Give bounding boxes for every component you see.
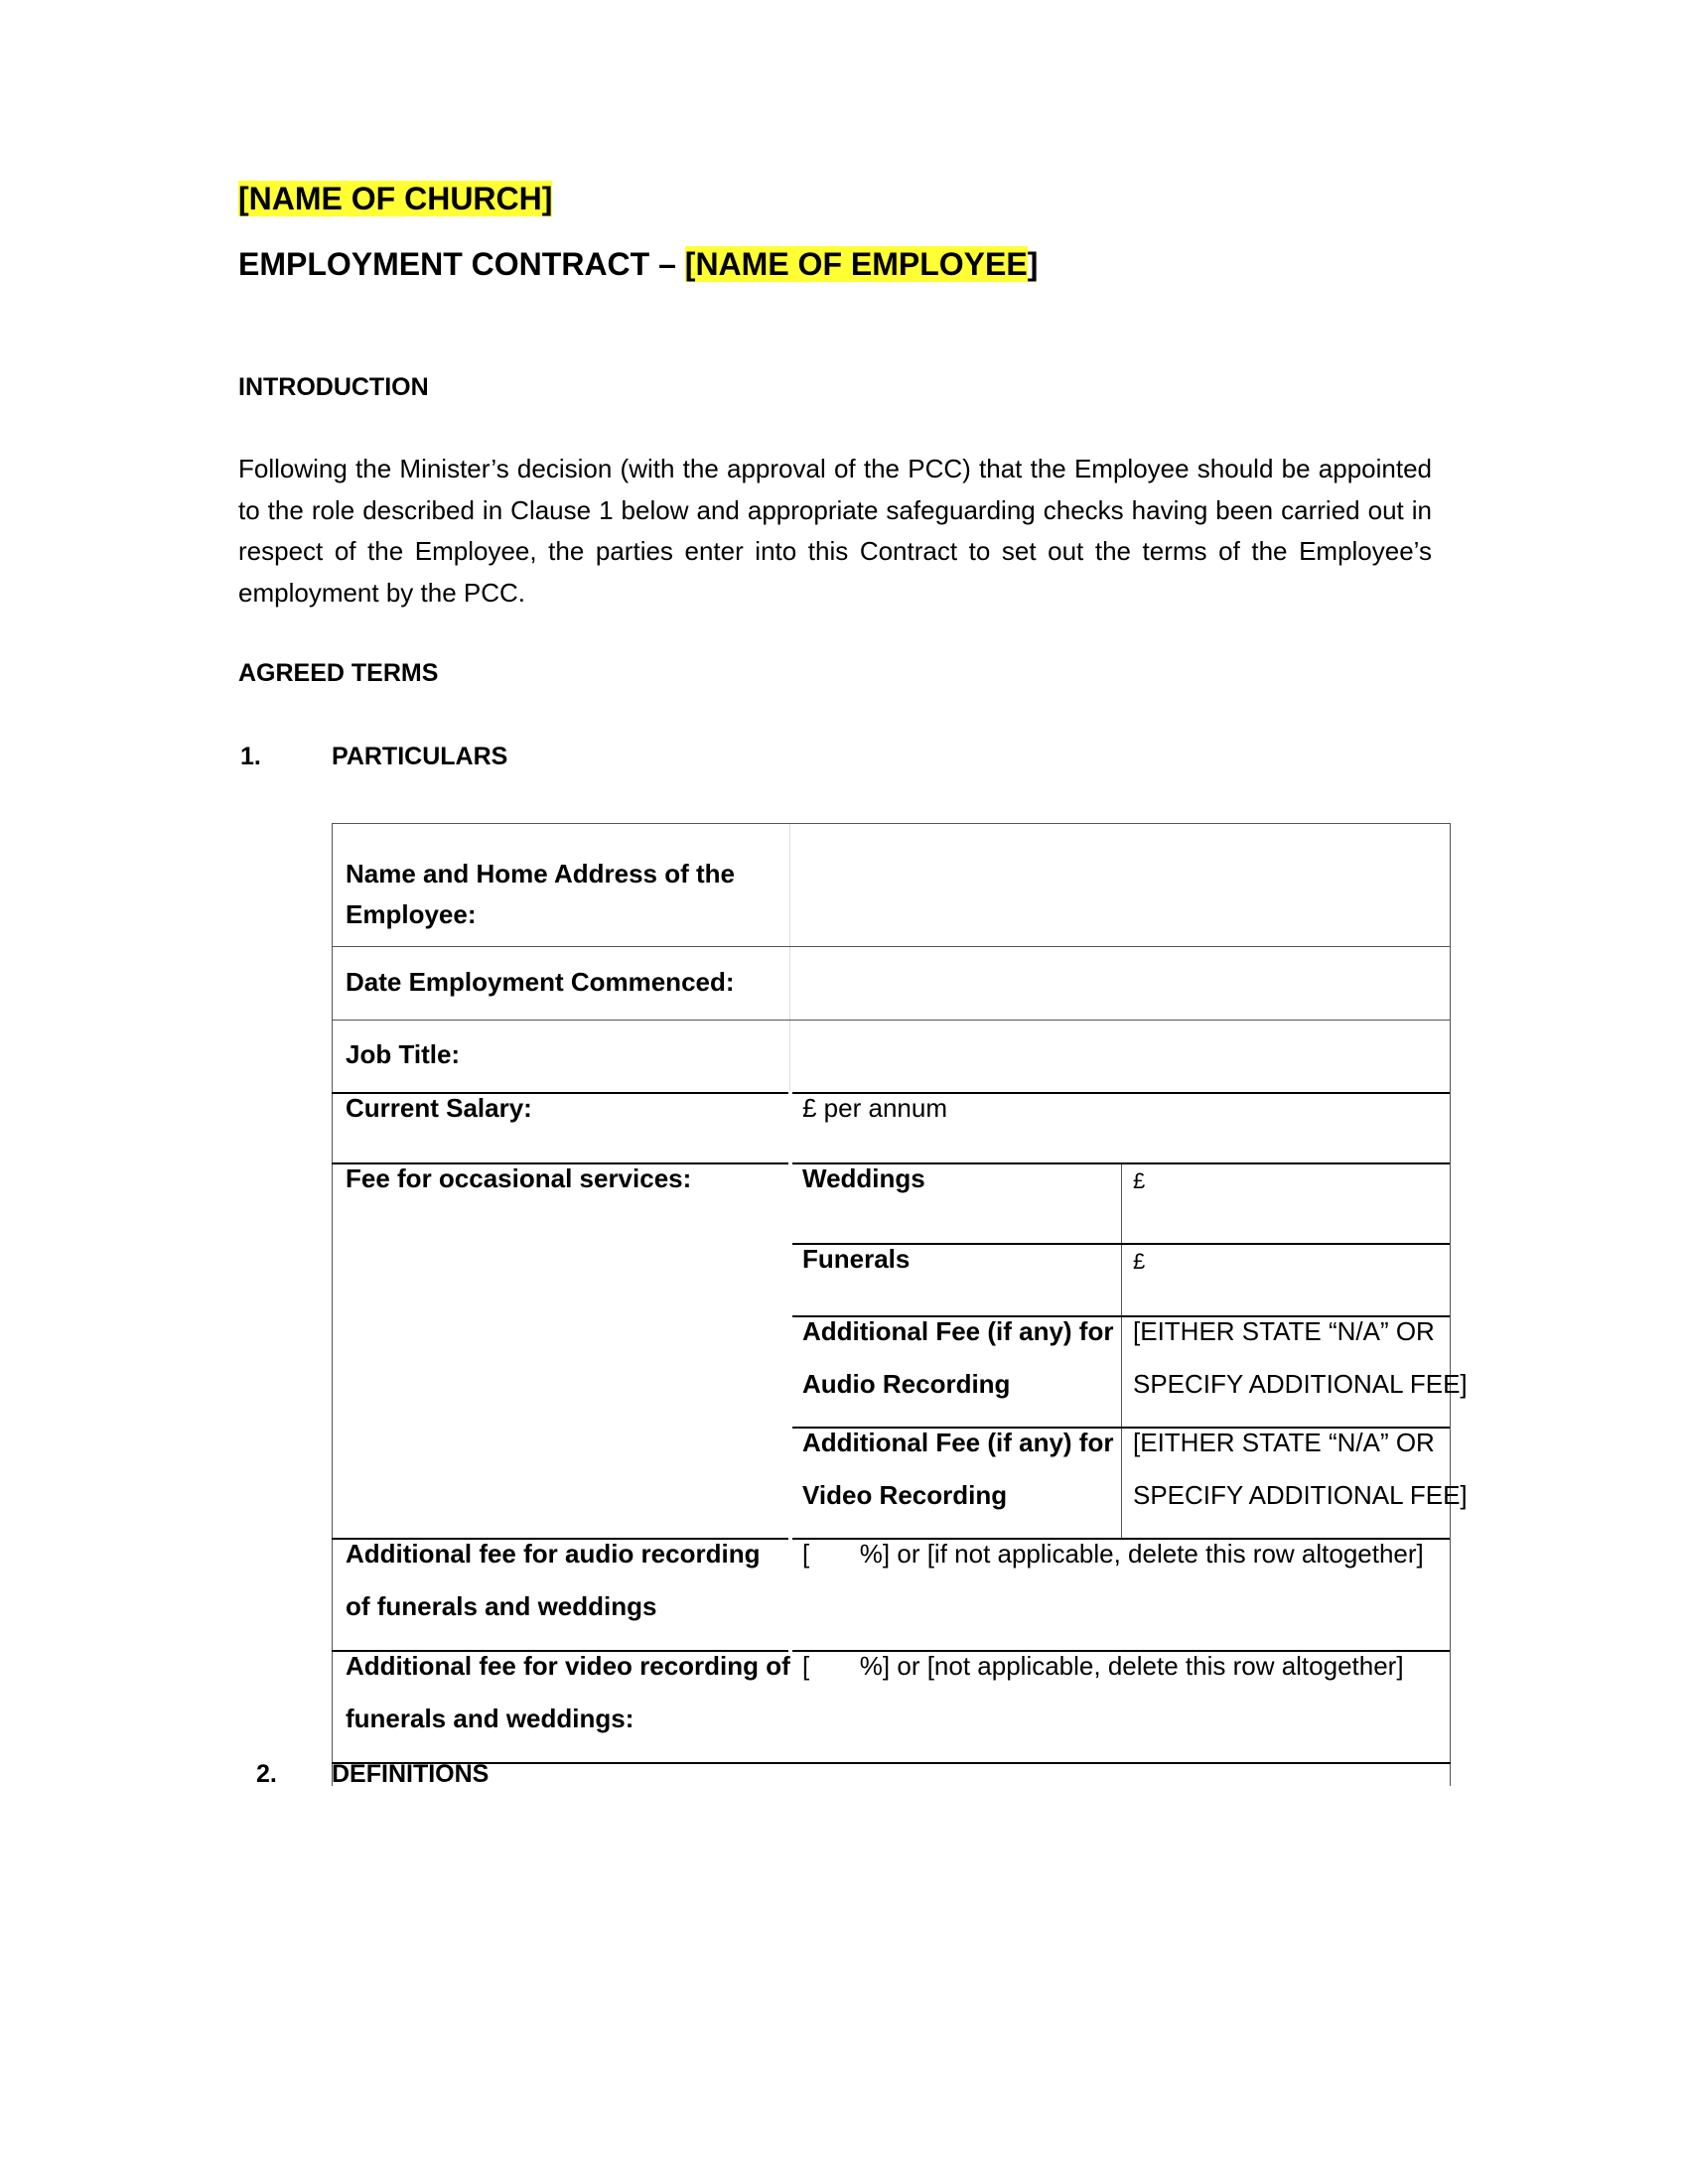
clause-1-title: PARTICULARS [332, 743, 508, 770]
audio-recording-label-line1: Additional fee for audio recording [346, 1539, 761, 1569]
date-commenced-label: Date Employment Commenced: [346, 967, 735, 997]
salary-value: £ per annum [802, 1093, 947, 1123]
row-divider-1 [332, 946, 1451, 947]
video-recording-value: [ %] or [not applicable, delete this row altogether] [802, 1651, 1404, 1681]
row-divider-2 [332, 1020, 1451, 1021]
church-name-placeholder: [NAME OF CHURCH] [238, 181, 553, 216]
funerals-value: £ [1133, 1249, 1146, 1274]
introduction-heading: INTRODUCTION [238, 373, 429, 401]
church-name [238, 177, 552, 220]
audio-fee-value-line1: [EITHER STATE “N/A” OR [1133, 1316, 1435, 1346]
name-address-label: Name and Home Address of the Employee: [346, 859, 736, 929]
audio-recording-value: [ %] or [if not applicable, delete this row altogether] [802, 1539, 1424, 1569]
video-fee-value-line2: SPECIFY ADDITIONAL FEE] [1133, 1480, 1468, 1510]
funerals-label: Funerals [802, 1244, 911, 1274]
audio-fee-label-line2: Audio Recording [802, 1369, 1011, 1399]
audio-recording-label-line2: of funerals and weddings [346, 1591, 657, 1621]
clause-1-number: 1. [240, 743, 261, 770]
video-fee-value-line1: [EITHER STATE “N/A” OR [1133, 1428, 1435, 1457]
video-recording-label-line2: funerals and weddings: [346, 1704, 634, 1733]
job-title-label: Job Title: [346, 1039, 461, 1069]
table-column-divider-top [789, 823, 790, 1091]
weddings-value: £ [1133, 1168, 1146, 1193]
introduction-paragraph: Following the Minister’s decision (with the approval of the PCC) that the Employee should be appointed to the role described in Clause 1 below and appropriate safeguarding checks having been carried out in respect of the Employee, the parties enter into this Contract to set out the terms of the Employee’s employment by the PCC. [238, 454, 1432, 608]
contract-title-prefix: EMPLOYMENT CONTRACT – [238, 246, 685, 282]
clause-2-number: 2. [256, 1760, 277, 1788]
fee-occasional-label: Fee for occasional services: [346, 1163, 692, 1193]
audio-fee-value-line2: SPECIFY ADDITIONAL FEE] [1133, 1369, 1468, 1399]
salary-label: Current Salary: [346, 1093, 532, 1123]
clause-2-title: DEFINITIONS [332, 1760, 490, 1788]
audio-fee-label-line1: Additional Fee (if any) for [802, 1316, 1114, 1346]
video-recording-label-line1: Additional fee for video recording of [346, 1651, 790, 1681]
video-fee-label-line2: Video Recording [802, 1480, 1008, 1510]
contract-title [238, 242, 1038, 286]
table-subcolumn-divider [1121, 1162, 1122, 1538]
table-left-border [332, 823, 333, 1786]
employee-name-placeholder: [NAME OF EMPLOYEE [684, 246, 1028, 282]
employee-name-close-bracket: ] [1027, 246, 1039, 282]
table-right-border [1450, 823, 1451, 1786]
table-bottom-border [332, 1762, 1451, 1764]
agreed-terms-heading: AGREED TERMS [238, 659, 439, 687]
weddings-label: Weddings [802, 1163, 925, 1193]
table-top-border [332, 823, 1451, 824]
video-fee-label-line1: Additional Fee (if any) for [802, 1428, 1114, 1457]
